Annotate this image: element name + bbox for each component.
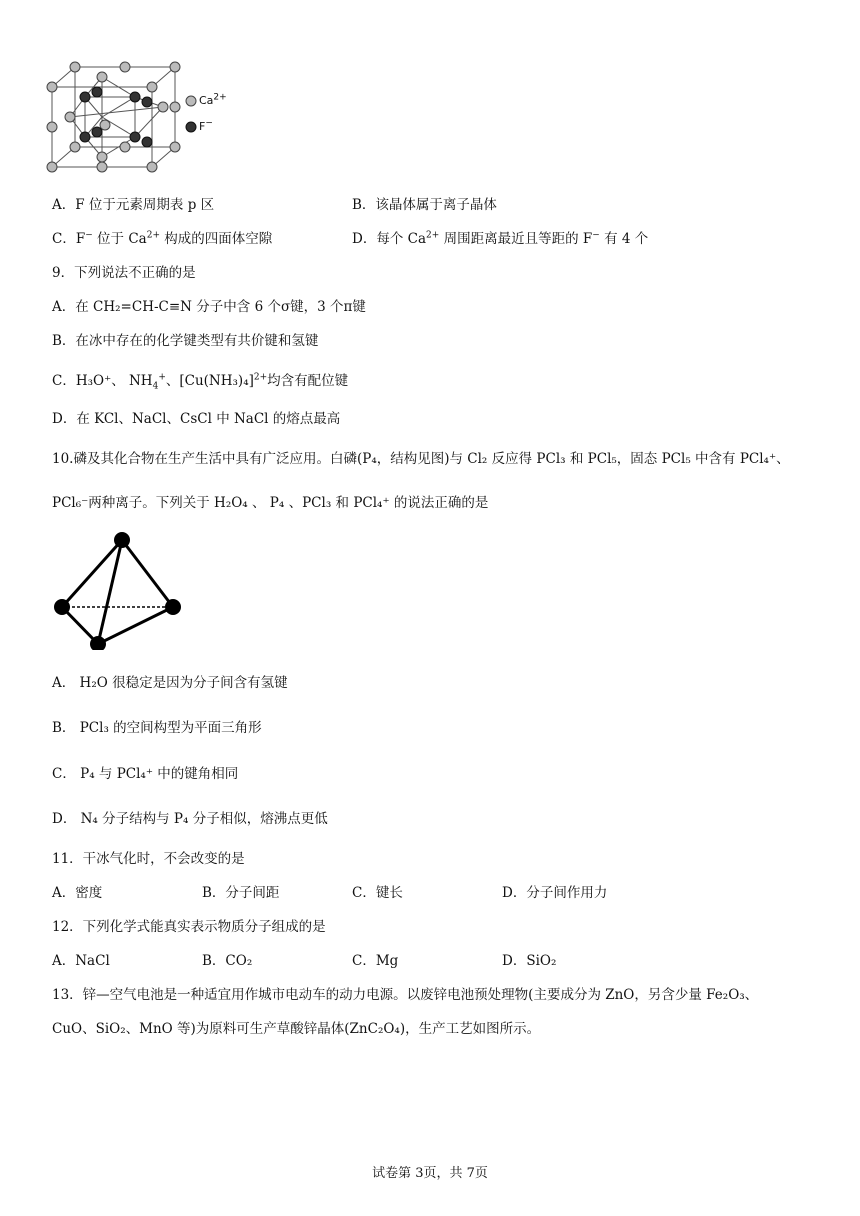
caf2-crystal-figure [45,60,285,180]
q13-line2: CuO、SiO₂、MnO 等)为原料可生产草酸锌晶体(ZnC₂O₄)，生产工艺如图所示。 [52,1021,541,1037]
q8-option-c: C．F− 位于 $Ca^{2+}$ 构成的四面体空隙 [52,230,273,247]
q11-option-d: D．分子间作用力 [502,885,608,901]
q10-option-c: C． P₄ 与 PCl₄⁺ 中的键角相同 [52,766,239,782]
q10-option-a: A． H₂O 很稳定是因为分子间含有氢键 [52,675,288,691]
q8-option-a: A．F 位于元素周期表 p 区 [52,197,215,213]
q10-option-d: D． N₄ 分子结构与 P₄ 分子相似，熔沸点更低 [52,811,328,827]
q12-stem: 12．下列化学式能真实表示物质分子组成的是 [52,919,326,935]
q13-line1: 13．锌—空气电池是一种适宜用作城市电动车的动力电源。以废锌电池预处理物(主要成分为 ZnO，另含少量 Fe₂O₃、 [52,987,759,1003]
q8-option-b: B．该晶体属于离子晶体 [352,197,497,213]
q11-option-a: A．密度 [52,885,103,901]
q12-option-a: A．NaCl [52,953,110,969]
q9-option-c: C．H₃O⁺、 $NH_4^+$、$[Cu(NH_3)_4]^{2+}$均含有配位键 [52,372,349,392]
q10-option-b: B． PCl₃ 的空间构型为平面三角形 [52,720,262,736]
q11-stem: 11．干冰气化时，不会改变的是 [52,851,245,867]
q10-stem-line2: PCl₆⁻两种离子。下列关于 H₂O₄ 、 P₄ 、PCl₃ 和 PCl₄⁺ 的说法正确的是 [52,495,489,511]
f-legend-icon [186,122,196,132]
page-footer: 试卷第 3页，共 7页 [372,1166,488,1181]
q8-option-d: D．每个 $Ca^{2+}$ 周围距离最近且等距的 F− 有 4 个 [352,230,649,247]
q12-option-d: D．SiO₂ [502,953,557,969]
q10-stem-line1: 10.磷及其化合物在生产生活中具有广泛应用。白磷(P₄，结构见图)与 Cl₂ 反应得 PCl₃ 和 PCl₅，固态 PCl₅ 中含有 PCl₄⁺、 [52,451,790,467]
q12-option-b: B．CO₂ [202,953,253,969]
legend-f-label: F− [199,118,213,133]
q9-option-d: D．在 KCl、NaCl、CsCl 中 NaCl 的熔点最高 [52,411,341,427]
q9-stem: 9．下列说法不正确的是 [52,265,196,281]
q12-option-c: C．Mg [352,953,399,969]
q11-option-c: C．键长 [352,885,403,901]
q11-option-b: B．分子间距 [202,885,280,901]
ca-legend-icon [186,96,196,106]
p4-tetrahedron-figure [50,530,190,650]
q9-option-b: B．在冰中存在的化学键类型有共价键和氢键 [52,333,319,349]
legend-ca-label: $Ca^{2+}$ [199,92,227,107]
q9-option-a: A．在 CH₂=CH-C≡N 分子中含 6 个σ键，3 个π键 [52,299,366,315]
